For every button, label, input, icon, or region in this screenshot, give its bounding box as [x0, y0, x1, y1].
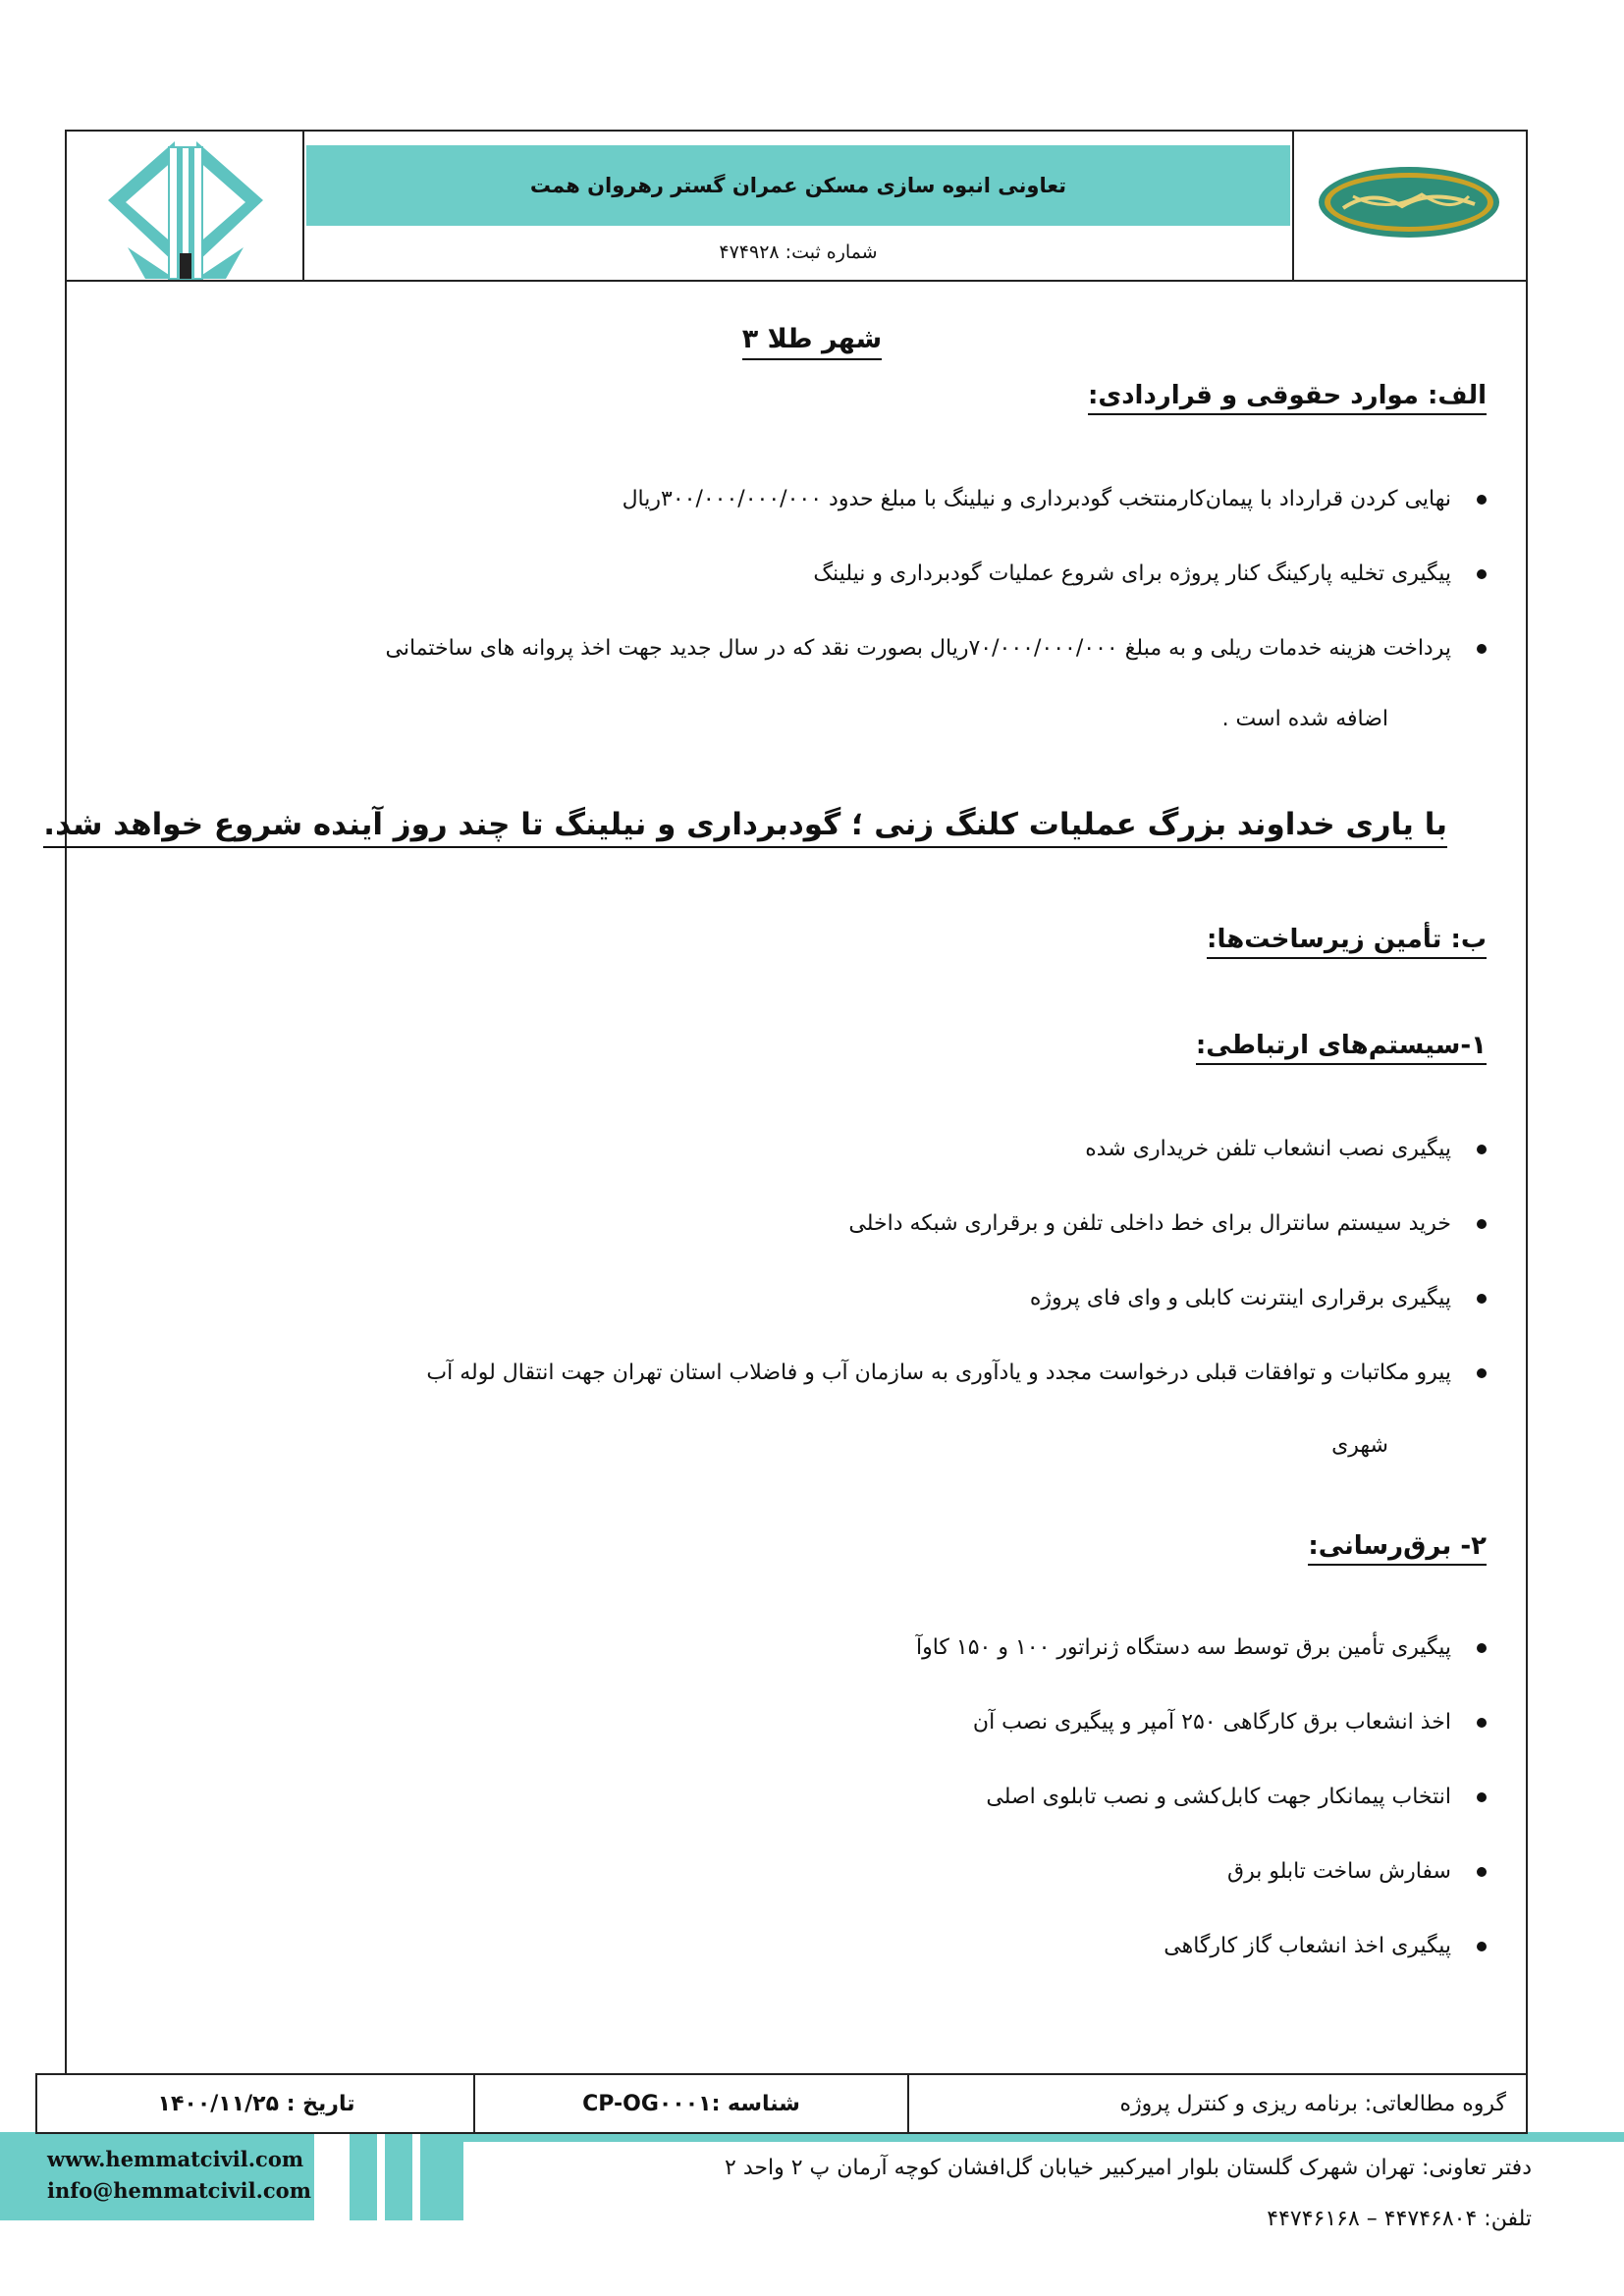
list-item: سفارش ساخت تابلو برق: [1227, 1859, 1487, 1884]
list-item: پیگیری اخذ انشعاب گاز کارگاهی: [1164, 1934, 1487, 1958]
footer-teal-bar: [350, 2132, 377, 2220]
contact-links: [47, 2144, 311, 2207]
bullet-icon: [1477, 1294, 1487, 1304]
list-item: انتخاب پیمانکار جهت کابل‌کشی و نصب تابلوی اصلی: [986, 1785, 1487, 1809]
page-frame: [65, 130, 1528, 2132]
list-item: پیرو مکاتبات و توافقات قبلی درخواست مجدد و یادآوری به سازمان آب و فاضلاب استان تهران جهت انتقال لوله آب: [426, 1361, 1487, 1385]
document-date: تاریخ : ۱۴۰۰/۱۱/۲۵: [157, 2091, 355, 2116]
bullet-icon: [1477, 1368, 1487, 1378]
footer-info-table: [35, 2073, 1528, 2134]
bullet-icon: [1477, 495, 1487, 505]
study-group: گروه مطالعاتی: برنامه ریزی و کنترل پروژه: [907, 2075, 1526, 2132]
calligraphy-seal: [1294, 132, 1524, 280]
letterhead: [65, 130, 1528, 282]
document-id: شناسه : CP-OG۰۰۰۱: [473, 2075, 907, 2132]
bullet-icon: [1477, 1867, 1487, 1877]
list-item: خرید سیستم سانترال برای خط داخلی تلفن و برقراری شبکه داخلی: [848, 1211, 1487, 1236]
bullet-icon: [1477, 569, 1487, 579]
list-item: پیگیری تخلیه پارکینگ کنار پروژه برای شروع عملیات گودبرداری و نیلینگ: [813, 561, 1487, 586]
list-item: پیگیری تأمین برق توسط سه دستگاه ژنراتور ۱۰۰ و ۱۵۰ کاوآ: [916, 1635, 1487, 1660]
list-item-continuation: اضافه شده است .: [1221, 707, 1388, 731]
bullet-icon: [1477, 1942, 1487, 1951]
org-name: تعاونی انبوه سازی مسکن عمران گستر رهروان همت: [306, 145, 1290, 226]
list-item: اخذ انشعاب برق کارگاهی ۲۵۰ آمپر و پیگیری نصب آن: [973, 1710, 1487, 1735]
infra-heading: ب: تأمین زیرساخت‌ها:: [1207, 925, 1487, 954]
announcement-banner: با یاری خداوند بزرگ عملیات کلنگ زنی ؛ گودبرداری و نیلینگ تا چند روز آینده شروع خواهد شد.: [43, 807, 1447, 842]
email-link[interactable]: info@hemmatcivil.com: [47, 2178, 311, 2203]
registration-number: شماره ثبت: ۴۷۴۹۲۸: [719, 241, 878, 263]
logo-cell: [67, 132, 304, 280]
list-item: نهایی کردن قرارداد با پیمان‌کارمنتخب گودبرداری و نیلینگ با مبلغ حدود ۳۰۰/۰۰۰/۰۰۰/۰۰۰ریال: [623, 487, 1487, 511]
bullet-icon: [1477, 1792, 1487, 1802]
office-address: دفتر تعاونی: تهران شهرک گلستان بلوار امیرکبیر خیابان گل‌افشان کوچه آرمان پ ۲ واحد ۲: [725, 2156, 1532, 2180]
list-item: پیگیری برقراری اینترنت کابلی و وای فای پروژه: [1030, 1286, 1487, 1310]
footer-teal-bar: [385, 2132, 412, 2220]
footer-teal-bar: [436, 2132, 463, 2220]
list-item: پیگیری نصب انشعاب تلفن خریداری شده: [1085, 1137, 1487, 1161]
bullet-icon: [1477, 1718, 1487, 1728]
seal-cell: [1292, 132, 1526, 280]
list-item: پرداخت هزینه خدمات ریلی و به مبلغ ۷۰/۰۰۰/۰۰۰/۰۰۰ریال بصورت نقد که در سال جدید جهت اخذ پروانه های ساختمانی: [385, 636, 1487, 661]
document-title: شهر طلا ۳: [0, 324, 1624, 354]
bullet-icon: [1477, 1219, 1487, 1229]
bullet-icon: [1477, 1643, 1487, 1653]
power-heading: ۲- برق‌رسانی:: [1308, 1531, 1487, 1561]
list-item-continuation: شهری: [1331, 1433, 1388, 1458]
bullet-icon: [1477, 644, 1487, 654]
company-logo: [67, 132, 304, 280]
bullet-icon: [1477, 1145, 1487, 1154]
website-link[interactable]: www.hemmatcivil.com: [47, 2147, 304, 2171]
comm-heading: ۱-سیستم‌های ارتباطی:: [1196, 1031, 1487, 1060]
phone-number: تلفن: ۴۴۷۴۶۸۰۴ – ۴۴۷۴۶۱۶۸: [1267, 2207, 1532, 2231]
legal-heading: الف: موارد حقوقی و قراردادی:: [1088, 381, 1487, 410]
